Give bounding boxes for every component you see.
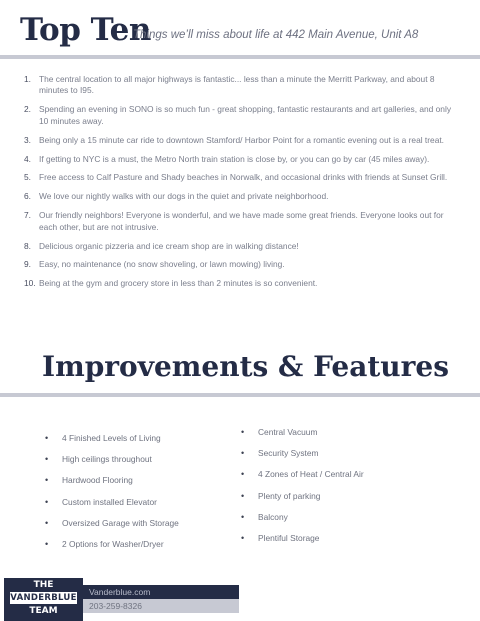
bullet-icon: • bbox=[45, 475, 49, 486]
feature-item bbox=[45, 539, 179, 560]
top-ten-list bbox=[24, 74, 460, 297]
item-text: We love our nightly walks with our dogs in the quiet and private neighborhood. bbox=[39, 191, 329, 202]
bullet-icon: • bbox=[241, 469, 245, 480]
feature-text: 4 Zones of Heat / Central Air bbox=[258, 469, 364, 480]
page-title: Top Ten bbox=[20, 12, 151, 48]
bullet-icon: • bbox=[45, 538, 49, 549]
vanderblue-team-logo bbox=[4, 578, 83, 621]
phone-number: 203-259-8326 bbox=[89, 601, 142, 611]
features-list-right bbox=[241, 427, 364, 554]
feature-item bbox=[45, 433, 179, 454]
item-text: If getting to NYC is a must, the Metro North train station is close by, or you can go by car (45 miles away). bbox=[39, 153, 430, 164]
item-number: 1. bbox=[24, 74, 31, 84]
feature-text: 2 Options for Washer/Dryer bbox=[62, 538, 164, 549]
feature-text: Custom installed Elevator bbox=[62, 496, 157, 507]
list-item bbox=[24, 104, 460, 127]
logo-line-the: THE bbox=[33, 580, 54, 590]
bullet-icon: • bbox=[241, 490, 245, 501]
item-number: 3. bbox=[24, 134, 31, 145]
feature-text: Plenty of parking bbox=[258, 490, 321, 501]
bullet-icon: • bbox=[241, 427, 245, 437]
item-text: Delicious organic pizzeria and ice cream shop are in walking distance! bbox=[39, 240, 299, 251]
item-text: Easy, no maintenance (no snow shoveling, or lawn mowing) living. bbox=[39, 259, 285, 270]
logo-line-vanderblue: VANDERBLUE bbox=[10, 593, 77, 603]
feature-item bbox=[241, 491, 364, 512]
feature-item bbox=[45, 518, 179, 539]
item-number: 10. bbox=[24, 278, 36, 289]
bullet-icon: • bbox=[241, 511, 245, 522]
item-number: 6. bbox=[24, 191, 31, 202]
section-divider bbox=[0, 393, 480, 397]
bullet-icon: • bbox=[241, 532, 245, 543]
feature-item bbox=[241, 427, 364, 448]
feature-text: Balcony bbox=[258, 511, 288, 522]
item-number: 5. bbox=[24, 172, 31, 183]
item-number: 4. bbox=[24, 153, 31, 164]
website-link[interactable]: Vanderblue.com bbox=[89, 587, 151, 597]
list-item bbox=[24, 191, 460, 202]
item-text: Being at the gym and grocery store in less than 2 minutes is so convenient. bbox=[39, 278, 318, 289]
item-text: The central location to all major highways is fantastic... less than a minute the Merritt Parkway, and about 8 minutes to I95. bbox=[39, 74, 435, 96]
list-item bbox=[24, 259, 460, 270]
feature-text: Central Vacuum bbox=[258, 427, 318, 437]
bullet-icon: • bbox=[45, 433, 49, 443]
logo-band bbox=[10, 592, 77, 604]
item-number: 2. bbox=[24, 104, 31, 115]
logo-line-team: TEAM bbox=[29, 606, 58, 616]
item-number: 8. bbox=[24, 240, 31, 251]
header-divider bbox=[0, 55, 480, 59]
bullet-icon: • bbox=[45, 496, 49, 507]
footer-website-bar bbox=[83, 585, 239, 599]
feature-text: 4 Finished Levels of Living bbox=[62, 433, 161, 443]
item-text: Spending an evening in SONO is so much fun - great shopping, fantastic restaurants and art galleries, and only 10 minutes away. bbox=[39, 104, 452, 126]
section-title: Improvements & Features bbox=[41, 350, 449, 383]
feature-item bbox=[45, 497, 179, 518]
item-text: Being only a 15 minute car ride to downtown Stamford/ Harbor Point for a romantic evening out is a real treat. bbox=[39, 134, 445, 145]
item-text: Our friendly neighbors! Everyone is wonderful, and we have made some great friends. Everyone looks out for each other, but are not intrusive. bbox=[39, 210, 444, 232]
feature-item bbox=[241, 469, 364, 490]
item-number: 7. bbox=[24, 210, 31, 221]
feature-text: Security System bbox=[258, 448, 319, 459]
page-subtitle: Things we’ll miss about life at 442 Main Avenue, Unit A8 bbox=[133, 29, 419, 41]
feature-text: Plentiful Storage bbox=[258, 532, 320, 543]
feature-item bbox=[241, 533, 364, 554]
feature-text: Oversized Garage with Storage bbox=[62, 517, 179, 528]
feature-text: High ceilings throughout bbox=[62, 454, 152, 465]
bullet-icon: • bbox=[45, 517, 49, 528]
list-item bbox=[24, 241, 460, 252]
item-text: Free access to Calf Pasture and Shady beaches in Norwalk, and occasional drinks with friends at Sunset Grill. bbox=[39, 172, 448, 183]
list-item bbox=[24, 172, 460, 183]
bullet-icon: • bbox=[241, 448, 245, 459]
feature-item bbox=[241, 512, 364, 533]
feature-item bbox=[45, 475, 179, 496]
list-item bbox=[24, 278, 460, 289]
feature-text: Hardwood Flooring bbox=[62, 475, 133, 486]
feature-item bbox=[45, 454, 179, 475]
feature-item bbox=[241, 448, 364, 469]
bullet-icon: • bbox=[45, 454, 49, 465]
footer-phone-bar bbox=[83, 599, 239, 613]
list-item bbox=[24, 74, 460, 97]
list-item bbox=[24, 154, 460, 165]
list-item bbox=[24, 210, 460, 233]
features-list-left bbox=[45, 433, 179, 560]
list-item bbox=[24, 135, 460, 146]
item-number: 9. bbox=[24, 259, 31, 270]
